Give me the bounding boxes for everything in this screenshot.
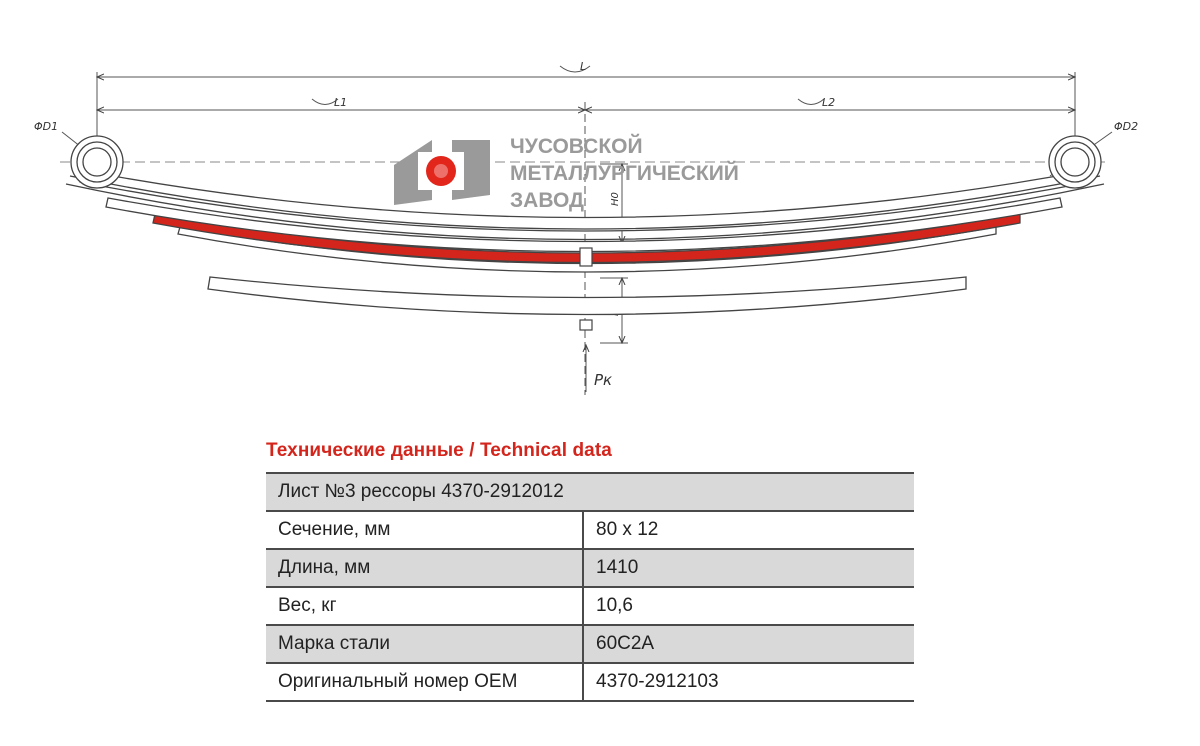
row-value: 4370-2912103: [583, 663, 914, 701]
table-row: [266, 511, 914, 549]
technical-data-table: [266, 472, 914, 702]
center-bolt: [580, 248, 592, 330]
table-header-row: [266, 473, 914, 511]
row-value: 10,6: [583, 587, 914, 625]
logo-line-1: ЧУСОВСКОЙ: [510, 135, 643, 158]
spring-eye-left: [71, 136, 123, 188]
row-value: 1410: [583, 549, 914, 587]
logo-line-2: МЕТАЛЛУРГИЧЕСКИЙ: [510, 162, 739, 185]
row-label: Оригинальный номер OEM: [266, 663, 583, 701]
table-row: [266, 625, 914, 663]
label-D1: ΦD1: [34, 120, 59, 133]
row-value: 80 х 12: [583, 511, 914, 549]
label-L2: L2: [822, 96, 836, 109]
row-label: Марка стали: [266, 625, 583, 663]
company-logo: [394, 134, 739, 212]
label-H0: H0: [610, 192, 621, 206]
label-L: L: [580, 60, 587, 73]
table-row: [266, 587, 914, 625]
leaf-5: [208, 277, 966, 315]
row-label: Вес, кг: [266, 587, 583, 625]
row-label: Сечение, мм: [266, 511, 583, 549]
table-row: [266, 549, 914, 587]
table-row: [266, 663, 914, 701]
logo-line-3: ЗАВОД: [510, 189, 584, 212]
label-L1: L1: [334, 96, 348, 109]
table-header: Лист №3 рессоры 4370-2912012: [266, 473, 914, 511]
label-Pk: Pк: [594, 371, 613, 389]
spring-eye-right: [1049, 136, 1101, 188]
label-D2: ΦD2: [1114, 120, 1139, 133]
row-label: Длина, мм: [266, 549, 583, 587]
technical-data-title: Технические данные / Technical data: [266, 440, 612, 461]
row-value: 60С2А: [583, 625, 914, 663]
